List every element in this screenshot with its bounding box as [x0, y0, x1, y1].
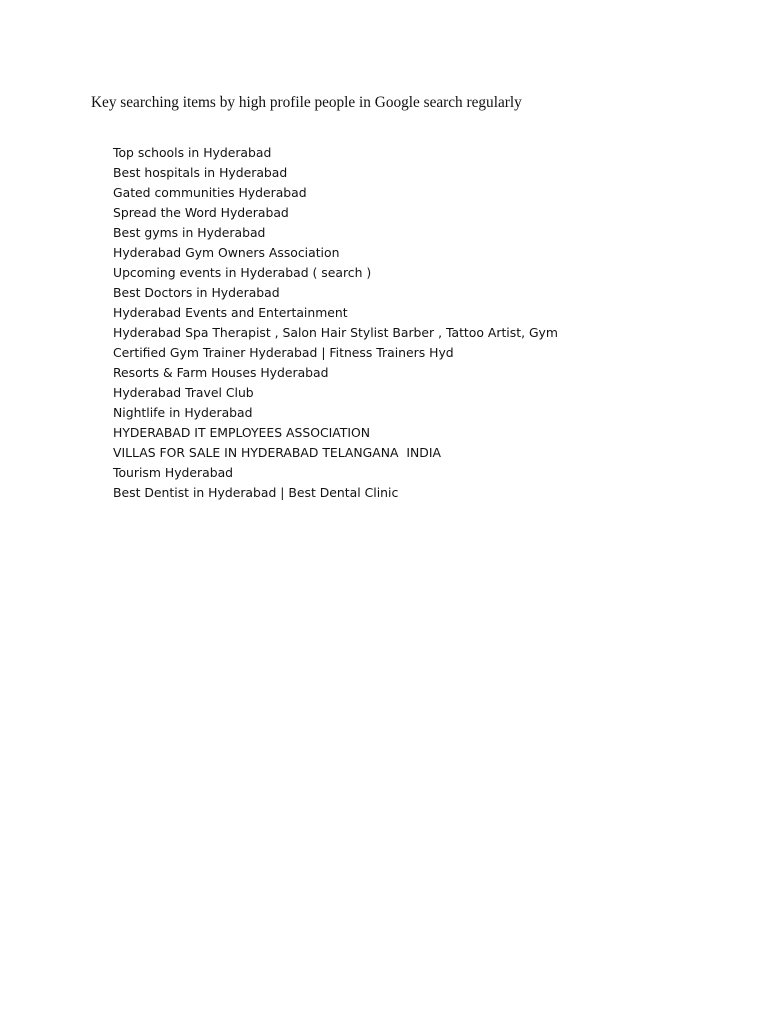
search-items-list	[113, 143, 558, 503]
list-item: Hyderabad Events and Entertainment	[113, 305, 348, 320]
list-item: Upcoming events in Hyderabad ( search )	[113, 265, 372, 280]
list-item: Nightlife in Hyderabad	[113, 405, 253, 420]
list-item: Spread the Word Hyderabad	[113, 205, 289, 220]
list-item: Gated communities Hyderabad	[113, 185, 307, 200]
list-item: Hyderabad Gym Owners Association	[113, 245, 340, 260]
list-item: Best gyms in Hyderabad	[113, 225, 266, 240]
list-item: Top schools in Hyderabad	[113, 145, 272, 160]
list-item: Best Doctors in Hyderabad	[113, 285, 280, 300]
list-item: Best Dentist in Hyderabad | Best Dental Clinic	[113, 485, 399, 500]
list-item: Best hospitals in Hyderabad	[113, 165, 288, 180]
list-item: Hyderabad Travel Club	[113, 385, 254, 400]
document-title: Key searching items by high profile people in Google search regularly	[91, 94, 522, 111]
list-item: VILLAS FOR SALE IN HYDERABAD TELANGANA INDIA	[113, 445, 441, 460]
list-item: Resorts & Farm Houses Hyderabad	[113, 365, 329, 380]
list-item: Tourism Hyderabad	[113, 465, 234, 480]
list-item: Hyderabad Spa Therapist , Salon Hair Stylist Barber , Tattoo Artist, Gym	[113, 325, 558, 340]
list-item: HYDERABAD IT EMPLOYEES ASSOCIATION	[113, 425, 371, 440]
list-item: Certified Gym Trainer Hyderabad | Fitness Trainers Hyd	[113, 345, 454, 360]
